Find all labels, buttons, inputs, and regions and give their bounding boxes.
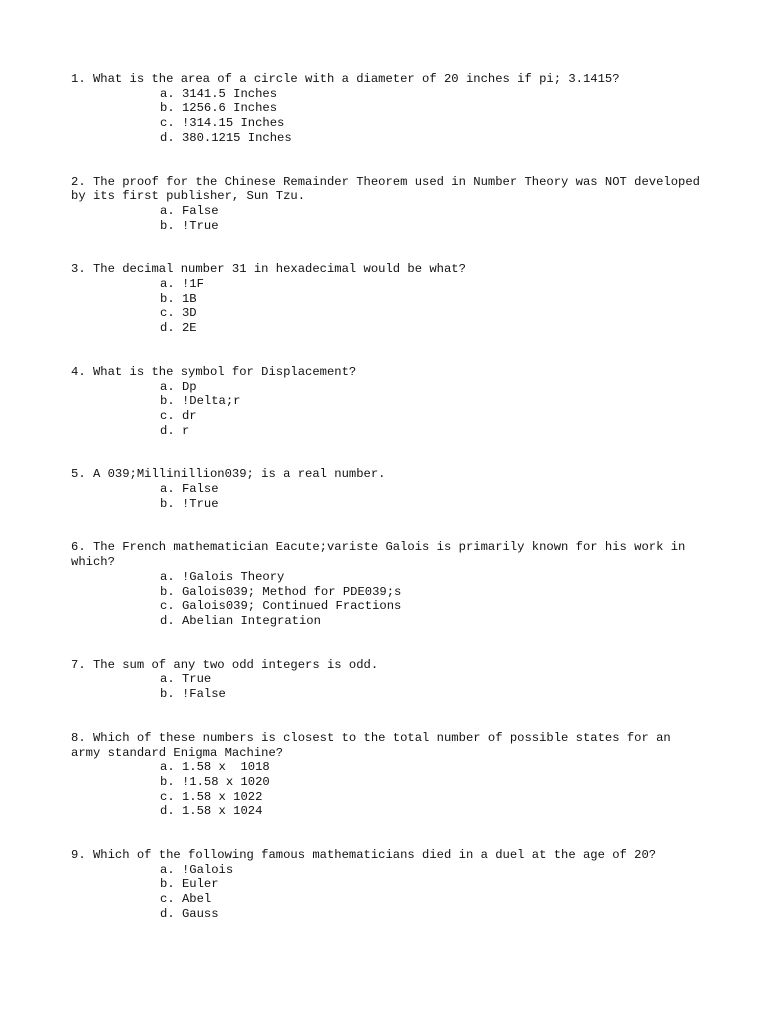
answer-options <box>71 863 701 922</box>
answer-option: a. !1F <box>160 277 204 292</box>
answer-option: b. !True <box>160 218 219 233</box>
answer-option: a. False <box>160 203 219 218</box>
answer-option: b. !False <box>160 687 226 702</box>
answer-option: d. Gauss <box>160 906 219 921</box>
question-text: 4. What is the symbol for Displacement? <box>71 364 357 379</box>
answer-option: a. False <box>160 482 219 497</box>
answer-options <box>71 760 701 819</box>
answer-option: a. !Galois Theory <box>160 569 285 584</box>
question-7 <box>71 658 701 702</box>
answer-option: b. Galois039; Method for PDE039;s <box>160 584 402 599</box>
answer-option: b. 1B <box>160 291 197 306</box>
answer-option: d. 2E <box>160 321 197 336</box>
question-text: 6. The French mathematician Eacute;variste Galois is primarily known for his work in which? <box>71 540 693 570</box>
question-text: 8. Which of these numbers is closest to the total number of possible states for an army standard Enigma Machine? <box>71 730 679 760</box>
question-text: 5. A 039;Millinillion039; is a real number. <box>71 467 386 482</box>
answer-option: d. 1.58 x 1024 <box>160 804 263 819</box>
answer-options <box>71 277 701 336</box>
answer-option: b. !True <box>160 496 219 511</box>
answer-option: d. Abelian Integration <box>160 613 321 628</box>
question-text: 1. What is the area of a circle with a diameter of 20 inches if pi; 3.1415? <box>71 72 620 86</box>
question-4 <box>71 365 701 439</box>
answer-option: d. r <box>160 423 190 438</box>
question-text: 2. The proof for the Chinese Remainder Theorem used in Number Theory was NOT developed by its first publisher, Sun Tzu. <box>71 174 708 204</box>
answer-option: a. !Galois <box>160 862 234 877</box>
answer-option: b. Euler <box>160 877 219 892</box>
answer-option: a. 1.58 x 1018 <box>160 760 270 775</box>
question-9 <box>71 848 701 922</box>
answer-option: c. !314.15 Inches <box>160 116 285 131</box>
question-8 <box>71 731 701 819</box>
quiz-document <box>71 72 708 951</box>
answer-option: a. Dp <box>160 379 197 394</box>
question-6 <box>71 540 701 628</box>
answer-option: c. 1.58 x 1022 <box>160 789 263 804</box>
question-text: 9. Which of the following famous mathematicians died in a duel at the age of 20? <box>71 848 657 863</box>
question-2 <box>71 174 708 234</box>
answer-option: b. !Delta;r <box>160 394 241 409</box>
answer-option: a. True <box>160 672 212 687</box>
answer-options <box>71 380 701 439</box>
answer-options <box>71 482 701 511</box>
answer-options <box>71 87 701 146</box>
question-3 <box>71 262 701 336</box>
answer-option: c. 3D <box>160 306 197 321</box>
answer-options <box>71 672 701 701</box>
answer-option: c. Galois039; Continued Fractions <box>160 599 402 614</box>
answer-option: b. !1.58 x 1020 <box>160 774 270 789</box>
answer-option: c. Abel <box>160 892 212 907</box>
answer-option: c. dr <box>160 408 197 423</box>
answer-option: d. 380.1215 Inches <box>160 130 292 145</box>
answer-options <box>71 204 701 233</box>
answer-option: b. 1256.6 Inches <box>160 101 278 116</box>
answer-options <box>71 570 701 629</box>
question-1 <box>71 72 701 146</box>
question-5 <box>71 467 701 511</box>
question-text: 3. The decimal number 31 in hexadecimal would be what? <box>71 262 466 277</box>
question-text: 7. The sum of any two odd integers is odd. <box>71 657 379 672</box>
answer-option: a. 3141.5 Inches <box>160 86 278 101</box>
